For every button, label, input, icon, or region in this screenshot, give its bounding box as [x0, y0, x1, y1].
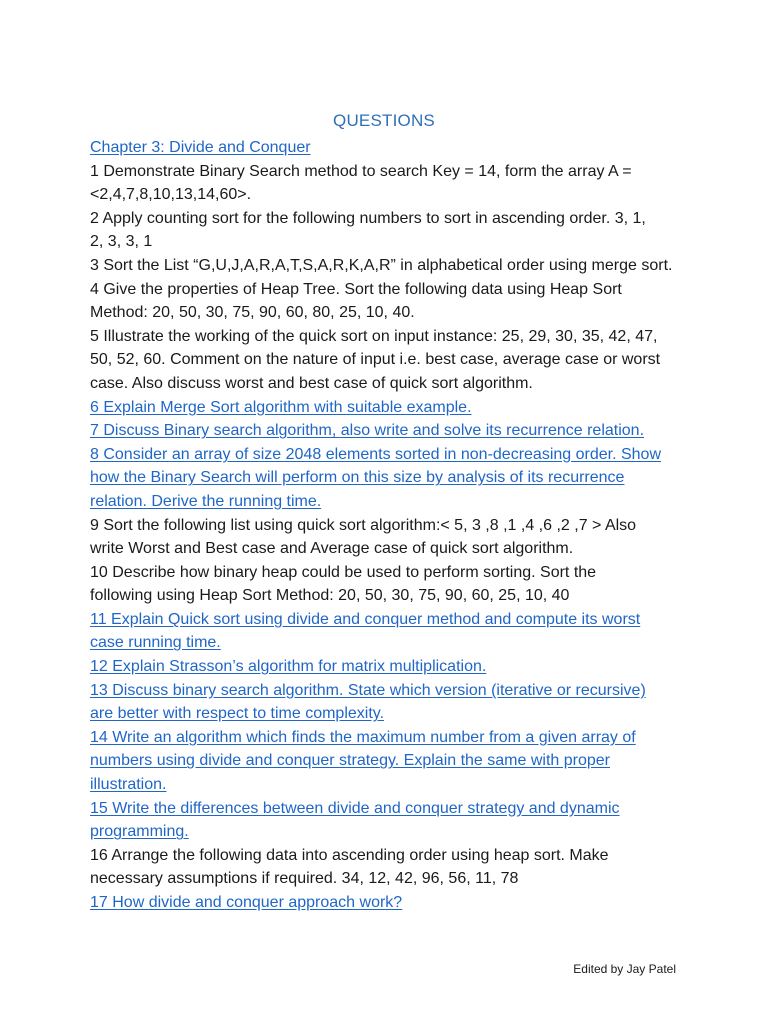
question-line: numbers using divide and conquer strategy. Explain the same with proper	[90, 752, 610, 770]
question-line: 9 Sort the following list using quick sort algorithm:< 5, 3 ,8 ,1 ,4 ,6 ,2 ,7 > Also	[90, 516, 637, 534]
question-line: 2 Apply counting sort for the following numbers to sort in ascending order. 3, 1,	[90, 209, 646, 227]
question-14-link[interactable]	[90, 726, 676, 797]
question-16	[90, 844, 676, 891]
question-line: relation. Derive the running time.	[90, 492, 322, 510]
question-2	[90, 207, 676, 254]
question-line: 15 Write the differences between divide and conquer strategy and dynamic	[90, 799, 620, 817]
question-line: programming.	[90, 823, 189, 841]
question-line: how the Binary Search will perform on this size by analysis of its recurrence	[90, 469, 625, 487]
question-line: 16 Arrange the following data into ascending order using heap sort. Make	[90, 846, 609, 864]
question-line: 7 Discuss Binary search algorithm, also write and solve its recurrence relation.	[90, 422, 645, 440]
question-line: 2, 3, 3, 1	[90, 233, 153, 251]
chapter-link[interactable]: Chapter 3: Divide and Conquer	[90, 139, 311, 156]
question-line: case running time.	[90, 634, 221, 652]
question-line: 5 Illustrate the working of the quick sort on input instance: 25, 29, 30, 35, 42, 47,	[90, 327, 658, 345]
question-17-link[interactable]	[90, 891, 676, 915]
question-line: necessary assumptions if required. 34, 12, 42, 96, 56, 11, 78	[90, 870, 519, 888]
question-10	[90, 561, 676, 608]
question-8-link[interactable]	[90, 443, 676, 514]
question-line: 11 Explain Quick sort using divide and conquer method and compute its worst	[90, 610, 641, 628]
question-line: write Worst and Best case and Average case of quick sort algorithm.	[90, 540, 574, 558]
question-line: following using Heap Sort Method: 20, 50, 30, 75, 90, 60, 25, 10, 40	[90, 587, 570, 605]
question-line: 10 Describe how binary heap could be used to perform sorting. Sort the	[90, 563, 597, 581]
question-line: 1 Demonstrate Binary Search method to search Key = 14, form the array A =	[90, 162, 632, 180]
question-line: 3 Sort the List “G,U,J,A,R,A,T,S,A,R,K,A,R” in alphabetical order using merge sort.	[90, 256, 673, 274]
question-13-link[interactable]	[90, 679, 676, 726]
question-5	[90, 325, 676, 396]
question-9	[90, 514, 676, 561]
page-title: QUESTIONS	[333, 111, 435, 130]
question-line: <2,4,7,8,10,13,14,60>.	[90, 186, 252, 204]
question-4	[90, 278, 676, 325]
question-11-link[interactable]	[90, 608, 676, 655]
question-12-link[interactable]	[90, 655, 676, 679]
question-line: are better with respect to time complexity.	[90, 705, 385, 723]
question-line: 4 Give the properties of Heap Tree. Sort the following data using Heap Sort	[90, 280, 622, 298]
question-line: illustration.	[90, 776, 167, 794]
question-line: 6 Explain Merge Sort algorithm with suitable example.	[90, 398, 472, 416]
questions-list	[90, 136, 676, 915]
question-3	[90, 254, 676, 278]
question-line: 17 How divide and conquer approach work?	[90, 894, 403, 911]
question-line: 12 Explain Strasson’s algorithm for matrix multiplication.	[90, 658, 487, 676]
question-6-link[interactable]	[90, 396, 676, 420]
question-line: 14 Write an algorithm which finds the maximum number from a given array of	[90, 728, 636, 746]
question-1	[90, 160, 676, 207]
question-line: 50, 52, 60. Comment on the nature of input i.e. best case, average case or worst	[90, 351, 661, 369]
question-15-link[interactable]	[90, 797, 676, 844]
question-line: 8 Consider an array of size 2048 elements sorted in non-decreasing order. Show	[90, 445, 661, 463]
question-line: Method: 20, 50, 30, 75, 90, 60, 80, 25, 10, 40.	[90, 304, 415, 322]
question-line: case. Also discuss worst and best case of quick sort algorithm.	[90, 374, 533, 392]
footer-credit: Edited by Jay Patel	[573, 962, 676, 976]
question-7-link[interactable]	[90, 419, 676, 443]
question-line: 13 Discuss binary search algorithm. State which version (iterative or recursive)	[90, 681, 646, 699]
